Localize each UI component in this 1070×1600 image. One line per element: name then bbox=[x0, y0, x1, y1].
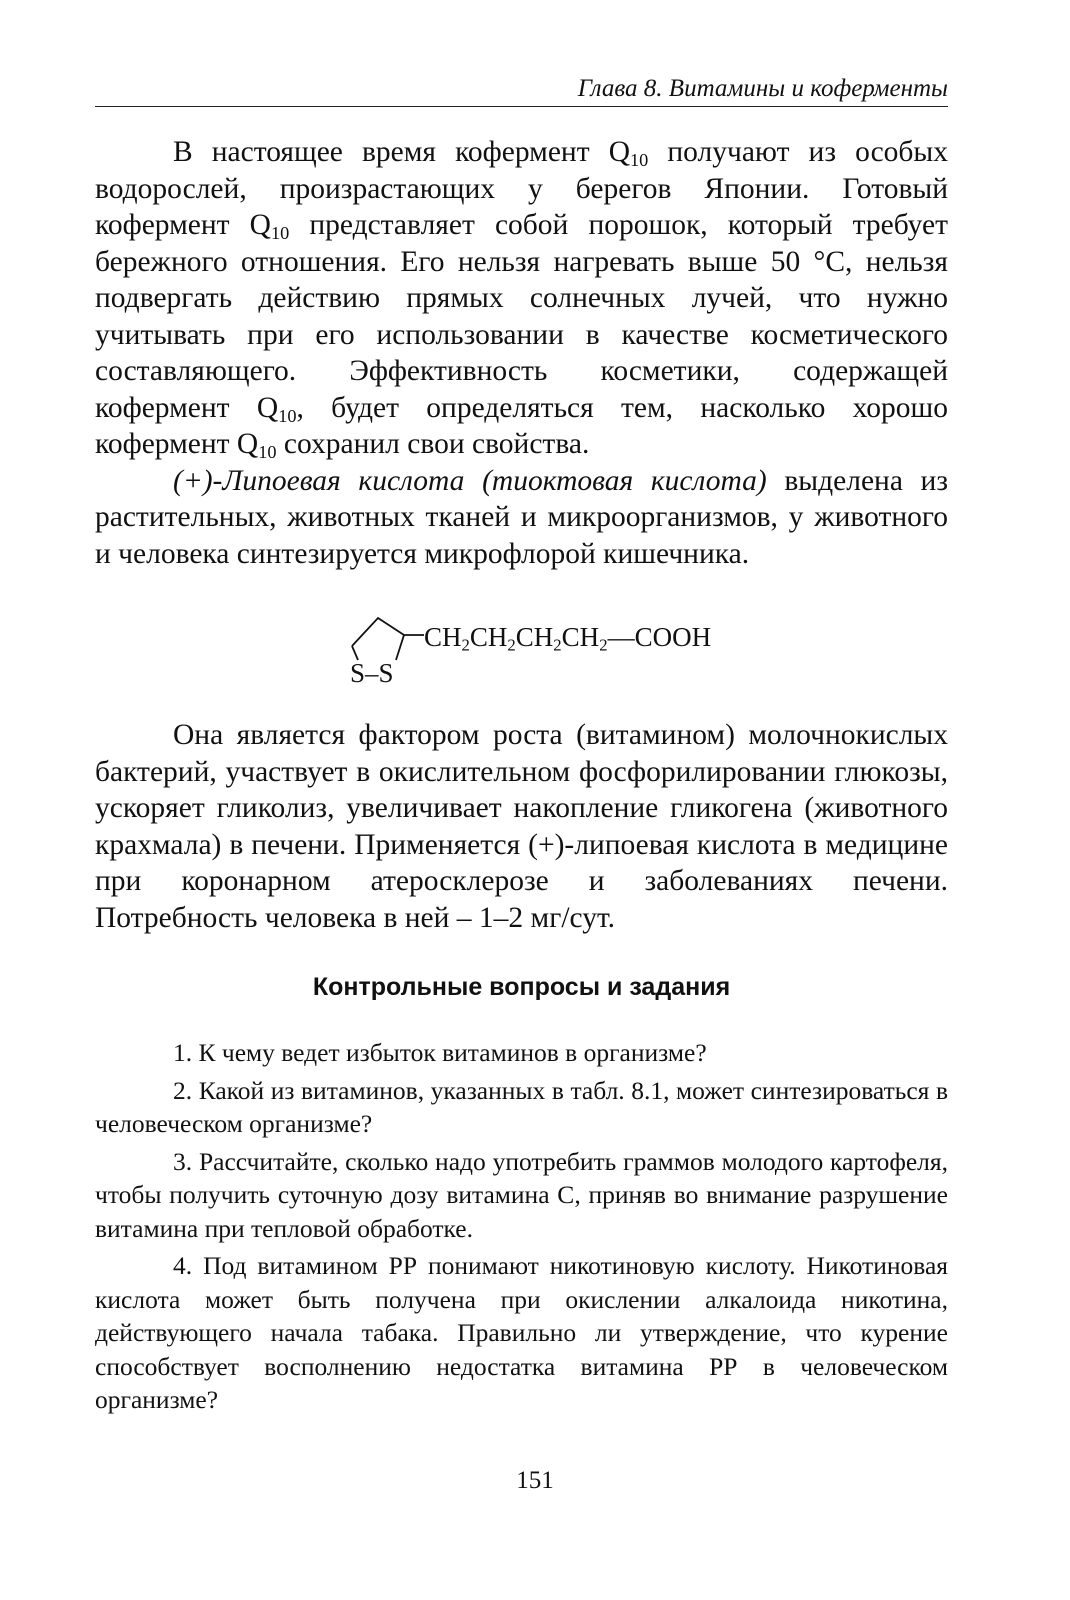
question-item: 2. Какой из витаминов, указанных в табл. 8.1, может синтезироваться в человеческом организме? bbox=[95, 1075, 948, 1138]
questions-list bbox=[95, 1036, 948, 1421]
body-text-top bbox=[95, 134, 948, 572]
question-item: 4. Под витамином РР понимают никотиновую кислоту. Никотиновая кислота может быть получена при окислении алкалоида никотина, действующего начала табака. Правильно ли утверждение, что курение способствует восполнению недостатка витамина РР в человеческом организме? bbox=[95, 1251, 948, 1414]
paragraph-growth-factor: Она является фактором роста (витамином) молочнокислых бактерий, участвует в окислительном фосфорилировании глюкозы, ускоряет гликолиз, увеличивает накопление гликогена (животного крахмала) в печени. Применяется (+)-липоевая кислота в медицине при коронарном атеросклерозе и заболеваниях печени. Потребность человека в ней – 1–2 мг/сут. bbox=[95, 719, 948, 934]
question-item: 1. К чему ведет избыток витаминов в организме? bbox=[173, 1038, 707, 1067]
side-chain: $CH_2CH_2CH_2CH_2—COOH$ bbox=[424, 622, 712, 655]
lipoic-acid-term: (+)-Липоевая кислота (тиоктовая кислота) bbox=[173, 464, 767, 497]
disulfide-label: S–S bbox=[350, 658, 394, 688]
section-heading: Контрольные вопросы и задания bbox=[312, 973, 731, 1001]
question-item: 3. Рассчитайте, сколько надо употребить граммов молодого картофеля, чтобы получить суточную дозу витамина С, приняв во внимание разрушение витамина при тепловой обработке. bbox=[95, 1146, 948, 1243]
paragraph-coenzyme-q10: В настоящее время кофермент $Q_{10}$ получают из особых водорослей, произрастающих у берегов Японии. Готовый кофермент $Q_{10}$ представляет собой порошок, который требует бережного отношения. Его нельзя нагревать выше 50 °С, нельзя подвергать действию прямых солнечных лучей, что нужно учитывать при его использовании в качестве косметического составляющего. Эффективность косметики, содержащей кофермент $Q_{10}$, будет определяться тем, насколько хорошо кофермент $Q_{10}$ сохранил свои свойства. bbox=[95, 136, 948, 463]
page-number: 151 bbox=[516, 1467, 554, 1494]
lipoic-acid-formula bbox=[340, 610, 760, 690]
paragraph-lipoic-acid: (+)-Липоевая кислота (тиоктовая кислота) выделена из растительных, животных тканей и микроорганизмов, у животного и человека синтезируется микрофлорой кишечника. bbox=[95, 464, 948, 570]
header-rule bbox=[95, 106, 948, 107]
body-text-middle bbox=[95, 717, 948, 936]
running-head: Глава 8. Витамины и коферменты bbox=[577, 75, 948, 102]
